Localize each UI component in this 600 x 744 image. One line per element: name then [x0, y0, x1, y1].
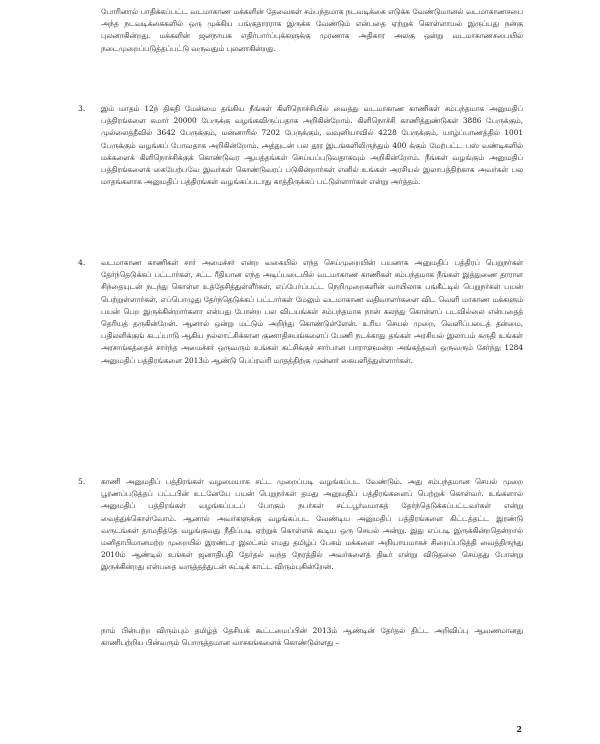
paragraph-continuation: போரினால் பாதிக்கப்பட்ட வடமாகாண மக்களின் தேவைகள் சம்பந்தமாக நடவடிக்கை எடுக்க வேண்டுமானல் வடமாகாணசபை அந்த நடவடிக்கைகளில் ஒரு முக்கிய பங்குதாரராக இருக்க வேண்டும் என்பதை ஏற்றுக் கொள்ளாமல் இருப்பது நன்கு புலனாகின்றது. மக்களின் ஜனநாயக எதிர்பார்ப்புக்களுக்கு முரணாக அதிகார அலகு ஒன்று வடமாகாணசபையில் நடைமுறைப்படுத்தப்பட்டு வருவதும் புலனாகின்றது.: [101, 7, 523, 53]
paragraph-4-text: வடமாகாண காணிகள் சார் அமைச்சர் என்ற வகையில் எந்த செய்முறையின் பயனாக அனுமதிப் பத்திரப் பெறுநர்கள் தேர்ந்தெடுக்கப் பட்டார்கள், சட்ட ரீதியான எந்த அடிப்படையில் வடமாகாண காணிகள் சம்பந்தமாக நீங்கள் இத்துணை தாராள சிந்தையுடன் நடந்து கொள்ள உத்தேசித்துள்ளீர்கள், எப்பேர்ப்பட்ட நெறிமுறைகளின் வாயிலாக பங்கீட்டில் பெறுநர்கள் பயன் பெற்றுள்ளார்கள், எப்பொழுது தேர்ந்தெடுக்கப் பட்டார்கள் மேலும் வடமாகாண வதிவாளர்களை விட வெளி மாகாண மக்களும் பயன் பெற இருக்கின்றார்களா என்பது போன்ற பல விடயங்கள் சம்பந்தமாக நான் கலந்து கொள்ளப் படவில்லை என்பதைத் தெரியத் தருகின்றேன். ஆனால் ஒன்று மட்டும் அறிந்து கொண்டுள்ளேன். உரிய செயல் முறை, வெளிப்படைத் தன்மை, பதிலளிக்குங் கடப்பாடு ஆகிய நல்லாட்சிக்கான குணாதிசயங்களைப் பேணி நடக்காது தங்கள் அரசியல் இலாபம் கருதி உங்கள் அரசாங்கத்தைச் சார்ந்த அமைச்சர் ஒருவரும் உங்கள் கட்சிக்குச் சார்பான பாராளுமன்ற அங்கத்தவர் ஒருவரும் சேர்ந்து 1284 அனுமதிப் பத்திரங்களை 2013ம் ஆண்டு பெப்ரவரி மாதத்திற்கு முன்னர் கையளித்துள்ளார்கள்.: [101, 258, 523, 365]
paragraph-5-text: காணி அனுமதிப் பத்திரங்கள் வழமையாக சட்ட முறைப்படி வழங்கப்பட வேண்டும். அது சம்பந்தமான செயல் முறை பூரணப்படுத்தப் பட்டபின் உடனேயே பயன் பெறுநர்கள் தமது அனுமதிப் பத்திரங்களைப் பெற்றுக் கொள்வர். உங்களால் அனுமதிப் பத்திரங்கள் வழங்கப்படப் போகும் நபர்கள் சட்டபூர்வமாகத் தேர்ந்தெடுக்கப்பட்டவர்கள் என்று வைத்துக்கொள்வோம். ஆனால் அவர்களுக்கு வழங்கப்பட வேண்டிய அனுமதிப் பத்திரங்களை கிட்டத்தட்ட இரண்டு வருடங்கள் தாமதித்தே வழங்குவது நீதிப்படி ஏற்றுக் கொள்ளக் கூடிய ஒரு செயல் அன்று. இது எப்படி இருக்கின்றதென்றால் மனிதாபிமானமற்ற முறையில் இரண்டர இலட்சம் எமது தமிழ்ப் பேசும் மக்களை அநியாயமாகச் சிறைப்படுத்தி வைத்திருந்து 2010ம் ஆண்டில் உங்கள் ஜனாதிபதி தேர்தல் வந்த நேரத்தில் அவர்களைத் திடீர் என்று விடுதலை செய்தது போன்று இருக்கின்றது என்பதை வருத்தத்துடன் சுட்டிக் காட்ட விரும்புகின்றேன்.: [101, 477, 523, 572]
paragraph-5-continuation: நாம் பின்பற்ற விரும்பும் தமிழ்த் தேசியக் கூட்டமைப்பின் 2013ம் ஆண்டின் தேர்தல் திட்ட அறிவிப்பு ஆவணமானது காணிபற்றிய பின்வரும் பொருத்தமான வாசகங்களைக் கொண்டுள்ளது –: [101, 626, 523, 648]
paragraph-3-text: இம் மாதம் 12ந் திகதி மேன்மை தங்கிய நீங்கள் கிளிநொச்சியில் வைத்து வடமாகாண காணிகள் சம்பந்தமாக அனுமதிப் பத்திரங்களை சுமார் 20000 பேருக்கு வழங்கவிருப்பதாக அறிகின்றோம். கிளிநொச்சி காணித்துண்டுகள் 3886 பேருக்கும், முல்லைத்தீவில் 3642 பேருக்கும், மன்னாரில் 7202 பேருக்கும், வவுனியாவில் 4228 பேருக்கும், யாழ்ப்பாணத்தில் 1001 பேருக்கும் வழங்கப் போவதாக அறிகின்றோம். அத்துடன் பல தூர இடங்களிலிருந்தும் 400 க்கும் மேற்பட்ட பஸ் வண்டிகளில் மக்களைக் கிளிநொச்சிக்குக் கொண்டுவர ஆயத்தங்கள் செய்யப்படுவதாகவும் அறிகின்றோம். நீங்கள் வழங்கும் அனுமதிப் பத்திரங்களைக் கையேற்பவே இவர்கள் கொண்டுவரப் படுகின்றார்கள் எனில் உங்கள் அரசியல் இலாபத்திற்காக அவர்கள் பல மாதங்களாக அனுமதிப் பத்திரங்கள் வழங்கப்படாது காத்திருக்கப் பட்டுள்ளார்கள் என்று அர்த்தம்.: [101, 104, 523, 187]
page-number: 2: [516, 724, 522, 734]
paragraph-4-number: 4.: [78, 258, 86, 267]
paragraph-5-number: 5.: [78, 477, 86, 486]
paragraph-3-number: 3.: [78, 104, 86, 113]
